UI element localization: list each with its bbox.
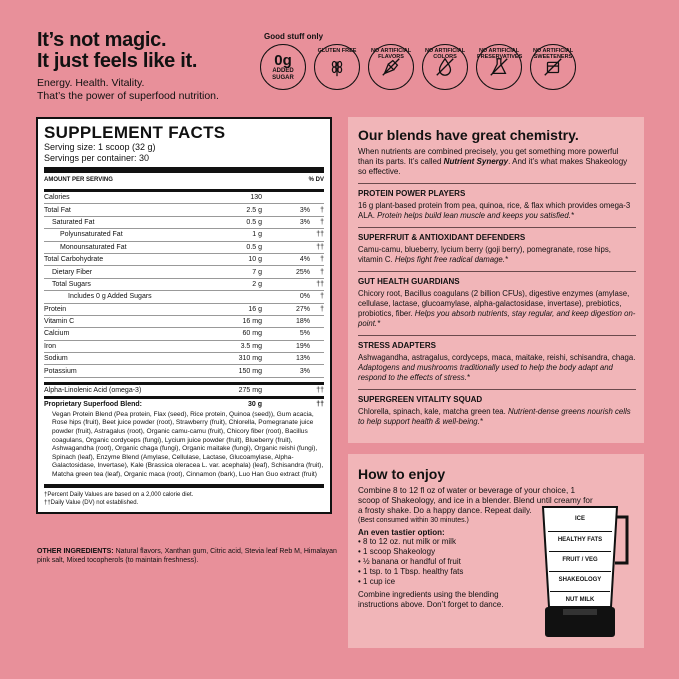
facts-row-amount: 1 g — [252, 231, 262, 239]
badge-gluten-label: GLUTEN FREE — [317, 48, 357, 54]
ala-amount: 275 mg — [238, 386, 262, 394]
blender-layer: FRUIT / VEG — [549, 551, 612, 567]
zero-sugar-icon — [260, 44, 306, 90]
facts-row — [44, 242, 324, 254]
facts-row-dv: 5% — [299, 330, 310, 338]
ala-row — [44, 385, 324, 399]
facts-row-name: Sodium — [44, 355, 68, 363]
section-title: STRESS ADAPTERS — [358, 341, 436, 350]
servings-per-container: Servings per container: 30 — [44, 153, 150, 163]
chemistry-section — [358, 389, 636, 427]
supplement-facts-panel — [36, 117, 332, 514]
facts-row-amount: 0.5 g — [246, 243, 262, 251]
other-text: Natural flavors, Xanthan gum, Citric acid, Stevia leaf Reb M, Himalayan pink salt, Mixed tocopherols (to maintain freshness). — [37, 548, 337, 564]
badge-colors-label: NO ARTIFICIAL COLORS — [424, 48, 466, 60]
wheat-icon — [314, 44, 360, 90]
dv-label: % DV — [308, 177, 324, 183]
other-label: OTHER INGREDIENTS: — [37, 548, 114, 555]
facts-header — [44, 173, 324, 189]
facts-row-dv: 18% — [295, 318, 310, 326]
facts-title: SUPPLEMENT FACTS — [44, 123, 226, 142]
blender-layer: ICE — [574, 516, 585, 522]
facts-row-mark: † — [320, 218, 324, 226]
facts-row-amount: 130 — [250, 194, 262, 202]
enjoy-small: (Best consumed within 30 minutes.) — [358, 517, 469, 524]
facts-row — [44, 365, 324, 377]
facts-row-mark: † — [320, 256, 324, 264]
facts-row-dv: 3% — [299, 206, 310, 214]
facts-row-dv: 3% — [299, 218, 310, 226]
facts-row-name: Total Carbohydrate — [44, 256, 104, 264]
no-flavors-icon — [368, 44, 414, 90]
section-text: Chicory root, Bacillus coagulans (2 billion CFUs), digestive enzymes (amylase, cellulase, lactase, glucoamylase, alpha-galactosidase, invertase), prebiotics, probiotics, fiber. Helps you absorb nutrients, stay regular, and keep digestion on-point.* — [358, 289, 636, 328]
facts-row-amount: 150 mg — [238, 367, 262, 375]
subline-2: That’s the power of superfood nutrition. — [37, 90, 219, 102]
serving-size: Serving size: 1 scoop (32 g) — [44, 142, 156, 152]
blender-layer: NUT MILK — [550, 591, 610, 607]
facts-row-amount: 10 g — [248, 256, 262, 264]
badge-row — [260, 44, 576, 90]
facts-row — [44, 279, 324, 291]
facts-row — [44, 291, 324, 303]
facts-row — [44, 254, 324, 266]
enjoy-item: • 8 to 12 oz. nut milk or milk — [358, 537, 456, 546]
facts-row-mark: † — [320, 206, 324, 214]
facts-row-amount: 2.5 g — [246, 206, 262, 214]
facts-row — [44, 266, 324, 278]
facts-row-dv: 4% — [299, 256, 310, 264]
chemistry-section — [358, 183, 636, 221]
section-text: Camu-camu, blueberry, lycium berry (goji berry), pomegranate, rose hips, vitamin C. Helps fight free radical damage.* — [358, 245, 611, 264]
facts-row-mark: † — [320, 305, 324, 313]
headline-line-2: It just feels like it. — [37, 50, 198, 72]
subline — [37, 77, 219, 103]
chemistry-intro: When nutrients are combined precisely, you get something more powerful than its parts. It’s called Nutrient Synergy. And it’s what makes Shakeology so effective. — [358, 147, 628, 176]
facts-row-name: Potassium — [44, 367, 77, 375]
facts-row-name: Saturated Fat — [52, 218, 95, 226]
blend-ingredients: Vegan Protein Blend (Pea protein, Flax (seed), Rice protein, Quinoa (seed)), Gum acacia, Rose hips (fruit), Beet juice powder (root), Strawberry (fruit), Chlorella, Pomegranate juice powder (fruit), Astragalus (root), Organic camu-camu (fruit), Chicory fiber (root), Bacillus coagulans, Organic cordyceps (fungi), Lycium juice powder (fruit), Blueberry (fruit), Ashwagandha (root), Organic chaga (fungi), Organic maitake (fungi), Organic reishi (fungi), Spinach (leaf), Enzyme Blend (Amylase, Cellulase, Lactase, Glucoamylase, Alpha-Galactosidase, Invertase), Kale (Brassica oleracea L. var. acephala) (leaf), Schisandra (fruit), Matcha green tea (leaf), Organic maca (root), Cinnamon (bark), Luo Han Guo extract (fruit) — [52, 410, 324, 479]
facts-row-amount: 310 mg — [238, 355, 262, 363]
facts-row-mark: †† — [316, 280, 324, 288]
blend-mark: †† — [316, 400, 324, 408]
enjoy-item: • 1 cup ice — [358, 577, 396, 586]
section-text: Ashwagandha, astragalus, cordyceps, maca, maitake, reishi, schisandra, chaga. Adaptogens and mushrooms traditionally used to help the body adapt and respond to the effects of stress.* — [358, 353, 636, 382]
enjoy-item: • 1 scoop Shakeology — [358, 547, 436, 556]
section-title: GUT HEALTH GUARDIANS — [358, 277, 460, 286]
footnote-1: †Percent Daily Values are based on a 2,000 calorie diet. — [44, 491, 194, 498]
facts-row-mark: †† — [316, 243, 324, 251]
no-colors-icon — [422, 44, 468, 90]
ala-mark: †† — [316, 386, 324, 394]
section-text: 16 g plant-based protein from pea, quinoa, rice, & flax which provides omega-3 ALA. Protein helps build lean muscle and keeps you satisfied.* — [358, 201, 631, 220]
enjoy-title: How to enjoy — [358, 466, 446, 482]
facts-row-amount: 16 g — [248, 305, 262, 313]
facts-row — [44, 304, 324, 316]
chemistry-section — [358, 227, 636, 265]
enjoy-item: • ½ banana or handful of fruit — [358, 557, 461, 566]
facts-row — [44, 192, 324, 204]
facts-row-dv: 19% — [295, 342, 310, 350]
no-preservatives-icon — [476, 44, 522, 90]
facts-row-name: Dietary Fiber — [52, 268, 93, 276]
good-stuff-label: Good stuff only — [264, 32, 324, 41]
facts-row-dv: 0% — [299, 293, 310, 301]
ala-name: Alpha-Linolenic Acid (omega-3) — [44, 386, 142, 394]
facts-row-name: Protein — [44, 305, 67, 313]
facts-row-amount: 3.5 mg — [240, 342, 262, 350]
blender-icon — [535, 503, 635, 643]
facts-row-dv: 25% — [295, 268, 310, 276]
chemistry-section — [358, 271, 636, 329]
subline-1: Energy. Health. Vitality. — [37, 77, 145, 89]
blend-row — [44, 399, 324, 410]
facts-row-dv: 13% — [295, 355, 310, 363]
facts-row-amount: 0.5 g — [246, 218, 262, 226]
section-title: PROTEIN POWER PLAYERS — [358, 189, 466, 198]
blender-layer: SHAKEOLOGY — [549, 571, 610, 587]
facts-row — [44, 204, 324, 216]
facts-row-name: Includes 0 g Added Sugars — [68, 293, 152, 301]
enjoy-end: Combine ingredients using the blending instructions above. Don’t forget to dance. — [358, 590, 504, 609]
facts-row-amount: 7 g — [252, 268, 262, 276]
facts-row — [44, 217, 324, 229]
badge-sugar-amount: 0g — [274, 51, 292, 69]
headline — [37, 30, 197, 72]
amount-per-serving-label: AMOUNT PER SERVING — [44, 177, 113, 183]
blend-amount: 30 g — [247, 400, 262, 408]
facts-row — [44, 341, 324, 353]
facts-row-name: Total Sugars — [52, 280, 91, 288]
chemistry-panel — [348, 117, 644, 443]
blend-name: Proprietary Superfood Blend: — [44, 400, 143, 408]
facts-row — [44, 353, 324, 365]
facts-rows — [44, 192, 324, 378]
facts-row — [44, 328, 324, 340]
facts-row-dv: 3% — [299, 367, 310, 375]
badge-preservatives-label: NO ARTIFICIAL PRESERVATIVES — [477, 48, 523, 60]
facts-row — [44, 316, 324, 328]
facts-row-amount: 2 g — [252, 280, 262, 288]
facts-row-amount: 16 mg — [242, 318, 262, 326]
section-text: Chlorella, spinach, kale, matcha green tea. Nutrient-dense greens nourish cells to help support health & well-being.* — [358, 407, 631, 426]
facts-row-name: Total Fat — [44, 206, 71, 214]
enjoy-item: • 1 tsp. to 1 Tbsp. healthy fats — [358, 567, 464, 576]
facts-row — [44, 229, 324, 241]
headline-line-1: It’s not magic. — [37, 29, 167, 51]
facts-row-amount: 60 mg — [242, 330, 262, 338]
facts-row-mark: †† — [316, 231, 324, 239]
section-title: SUPERFRUIT & ANTIOXIDANT DEFENDERS — [358, 233, 526, 242]
facts-row-name: Polyunsaturated Fat — [60, 231, 123, 239]
no-sweeteners-icon — [530, 44, 576, 90]
section-title: SUPERGREEN VITALITY SQUAD — [358, 395, 483, 404]
blender-layer: HEALTHY FATS — [548, 531, 612, 547]
chemistry-section — [358, 335, 636, 383]
badge-sugar-line1: ADDED — [272, 67, 294, 74]
chemistry-title: Our blends have great chemistry. — [358, 127, 579, 143]
badge-sweeteners-label: NO ARTIFICIAL SWEETENERS — [532, 48, 574, 60]
badge-sugar-line2: SUGAR — [272, 74, 294, 81]
facts-row-name: Calories — [44, 194, 70, 202]
facts-row-name: Calcium — [44, 330, 70, 338]
facts-row-mark: † — [320, 268, 324, 276]
facts-row-dv: 27% — [295, 305, 310, 313]
other-ingredients — [37, 547, 337, 565]
enjoy-text: Combine 8 to 12 fl oz of water or beverage of your choice, 1 scoop of Shakeology, and ice in a blender. Blend until creamy for a frosty shake. Do a happy dance. Repeat daily. — [358, 486, 593, 515]
footnote-2: ††Daily Value (DV) not established. — [44, 499, 139, 506]
facts-row-name: Monounsaturated Fat — [60, 243, 127, 251]
enjoy-sub: An even tastier option: — [358, 528, 445, 537]
facts-row-mark: † — [320, 293, 324, 301]
facts-row-name: Vitamin C — [44, 318, 75, 326]
badge-flavors-label: NO ARTIFICIAL FLAVORS — [370, 48, 412, 60]
facts-row-name: Iron — [44, 342, 57, 350]
